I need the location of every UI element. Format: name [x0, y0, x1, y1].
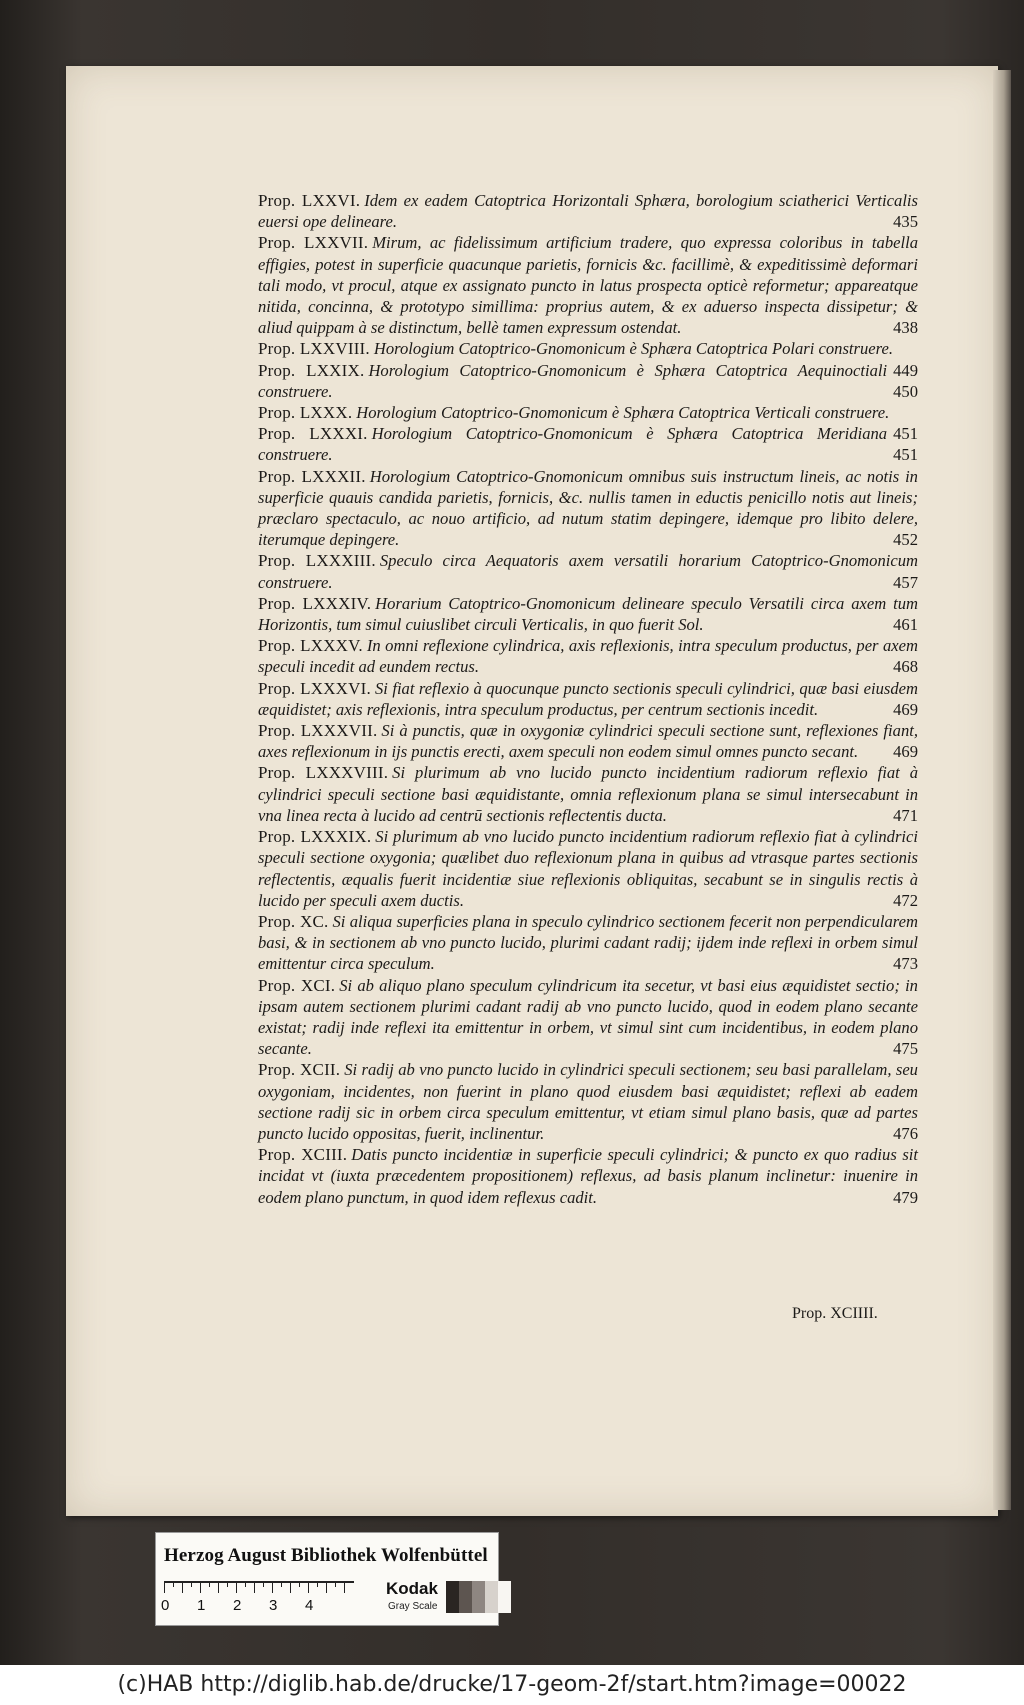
prop-text: Horologium Catoptrico-Gnomonicum è Sphæra Catoptrica Polari construere.: [373, 339, 894, 359]
page-number: 451: [893, 445, 918, 465]
prop-label: Prop. LXXXVI.: [258, 678, 371, 698]
ruler-tick: [281, 1581, 282, 1587]
ruler-tick: [299, 1581, 300, 1587]
prop-text: Idem ex eadem Catoptrica Horizontali Sphæra, borologium sciatherici Verticalis euersi ope delineare.: [258, 191, 918, 232]
ruler-tick: [209, 1581, 210, 1587]
gray-swatch: [485, 1581, 498, 1613]
ruler-tick: [191, 1581, 192, 1587]
index-entry: [258, 911, 918, 975]
page-number: 449: [893, 360, 918, 380]
ruler-tick: [344, 1581, 345, 1593]
ruler-tick: [326, 1581, 327, 1593]
ruler-tick: [182, 1581, 183, 1593]
prop-label: Prop. LXXXVII.: [258, 721, 378, 741]
index-entry: [258, 678, 918, 720]
ruler-tick: [200, 1581, 201, 1593]
index-entry: [258, 466, 918, 551]
ruler-number: 0: [161, 1597, 170, 1614]
ruler-number: 1: [197, 1597, 206, 1614]
gray-swatch: [446, 1581, 459, 1613]
index-entry: [258, 975, 918, 1060]
prop-text: Horologium Catoptrico-Gnomonicum è Sphæra Catoptrica Aequinoctiali construere.: [258, 360, 888, 401]
prop-text: Si ab aliquo plano speculum cylindricum ita secetur, vt basi eius æquidistet sectio; in ipsam autem sectionem plurimi cadant radij ab vno puncto lucido, quod in eodem plano secante existat; radij inde reflexi ita emittentur in orbem, vt simul sint cum incidentibus, in eodem plano secante.: [258, 975, 918, 1059]
ruler-tick: [173, 1581, 174, 1587]
ruler-tick: [236, 1581, 237, 1593]
prop-text: Si radij ab vno puncto lucido in cylindrici speculi sectionem; seu basi parallelam, seu oxygoniam, incidentes, non fuerint in plano quod eiusdem basi æquidistet; reflexi ab eadem sectione radij sic in orbem circa speculum emittentur, vt etiam simul plano basis, quæ ad partes puncto lucido oppositas, fuerit, inclinentur.: [258, 1060, 918, 1143]
ruler-tick: [290, 1581, 291, 1593]
page-number: 473: [893, 954, 918, 974]
page-number: 469: [893, 699, 918, 719]
index-entry: [258, 190, 918, 232]
prop-text: Horologium Catoptrico-Gnomonicum è Sphæra Catoptrica Verticali construere.: [356, 403, 890, 423]
ruler-tick: [227, 1581, 228, 1587]
ruler-tick: [245, 1581, 246, 1587]
page-number: 471: [893, 805, 918, 825]
page-number: 438: [893, 318, 918, 338]
index-entry: [258, 1144, 918, 1208]
catchword: Prop. XCIIII.: [792, 1305, 878, 1322]
page-number: 450: [893, 381, 918, 401]
prop-label: Prop. LXXX.: [258, 403, 353, 423]
index-entry: [258, 360, 918, 402]
ruler-tick: [263, 1581, 264, 1587]
ruler-tick: [335, 1581, 336, 1587]
index-entry: [258, 232, 918, 338]
prop-text: Speculo circa Aequatoris axem versatili horarium Catoptrico-Gnomonicum construere.: [258, 551, 919, 592]
prop-label: Prop. LXXVI.: [258, 191, 361, 210]
prop-text: Horologium Catoptrico-Gnomonicum omnibus suis instructum lineis, ac notis in superficie quauis candida parietis, fornicis, &c. nullis tamen in eductis penicillo notis aut lineis; præclaro spectaculo, ac nouo artificio, ad nutum statim depingere, idemque pro libito delere, iterumque depingere.: [258, 466, 918, 550]
prop-label: Prop. XCIII.: [258, 1145, 348, 1165]
ruler-tick: [308, 1581, 309, 1593]
ruler-number: 2: [233, 1597, 242, 1614]
index-text-block: [258, 190, 918, 1208]
index-entry: [258, 1059, 918, 1144]
copyright-url-footer: (c)HAB http://diglib.hab.de/drucke/17-geom-2f/start.htm?image=00022: [0, 1665, 1024, 1705]
prop-label: Prop. LXXIX.: [258, 360, 365, 380]
prop-text: Datis puncto incidentiæ in superficie speculi cylindrici; & puncto ex quo radius sit incidat vt (iuxta præcedentem propositionem) reflexus, ad basis planum inclinetur: inuenire in eodem plano punctum, in quod idem reflexus cadit.: [258, 1145, 918, 1207]
prop-text: Horarium Catoptrico-Gnomonicum delineare speculo Versatili circa axem tum Horizontis, tum simul cuiuslibet circuli Verticalis, in quo fuerit Sol.: [258, 593, 918, 635]
gray-swatch: [459, 1581, 472, 1613]
prop-text: Mirum, ac fidelissimum artificium tradere, quo expressa coloribus in tabella effigies, potest in superficie quacunque parietis, fornicis &c. facillimè, & expeditissimè deformari tali modo, vt procul, atque ex assignato puncto in latus prospecta opticè reformetur; appareatque nitida, concinna, & prototypo simillima: proprius autem, & ex aduerso inspecta dissipetur; & aliud quippam à se distinctum, bellè tamen expressum ostendat.: [258, 233, 918, 338]
page-number: 468: [893, 657, 918, 677]
library-name: Herzog August Bibliothek Wolfenbüttel: [164, 1545, 488, 1566]
page-number: 451: [893, 424, 918, 444]
prop-label: Prop. LXXXIII.: [258, 551, 376, 571]
prop-text: In omni reflexione cylindrica, axis reflexionis, intra speculum productus, per axem speculi incedit ad eundem rectus.: [258, 636, 918, 677]
page-number: 476: [893, 1123, 918, 1143]
page-number: 475: [893, 1039, 918, 1059]
gray-scale-label: Gray Scale: [388, 1601, 438, 1612]
prop-text: Si plurimum ab vno lucido puncto incidentium radiorum reflexio fiat à cylindrici speculi sectione basi æquidistante, omnia reflexionum plana se simul intersecabunt in vna linea recta à lucido ad centrū sectionis reflectentis ducta.: [258, 763, 919, 825]
prop-label: Prop. XCII.: [258, 1060, 341, 1080]
index-entry: [258, 423, 918, 465]
index-entry: [258, 826, 918, 911]
prop-label: Prop. LXXXI.: [258, 424, 368, 444]
prop-label: Prop. LXXXIX.: [258, 827, 372, 847]
page-number: 461: [893, 615, 918, 635]
index-entry: [258, 635, 918, 677]
ruler-tick: [218, 1581, 219, 1593]
index-entry: [258, 550, 918, 592]
prop-label: Prop. LXXXVIII.: [258, 763, 389, 783]
ruler-tick: [272, 1581, 273, 1593]
prop-text: Si aliqua superficies plana in speculo cylindrico sectionem fecerit non perpendicularem basi, & in sectionem ab vno puncto lucido, plurimi cadant radij; ijdem inde reflexi in orbem simul emittentur circa speculum.: [258, 911, 918, 974]
page-number: 469: [893, 742, 918, 762]
prop-text: Si plurimum ab vno lucido puncto incidentium radiorum reflexio fiat à cylindrici speculi sectione oxygonia; quælibet duo reflexionum plana in quibus ad vtrasque partes sectionis reflectentis, æqualis fuerit incidentiæ siue reflexionis obliquitas, secabunt se in singulis rectis à lucido per speculi axem ductis.: [258, 827, 918, 910]
ruler-number: 4: [305, 1597, 314, 1614]
gray-scale-swatches: [446, 1581, 511, 1613]
ruler-number: 3: [269, 1597, 278, 1614]
prop-text: Si fiat reflexio à quocunque puncto sectionis speculi cylindrici, quæ basi eiusdem æquidistet; axis reflexionis, intra speculum productus, per centrum sectionis incedit.: [258, 678, 918, 719]
prop-label: Prop. LXXVIII.: [258, 339, 370, 359]
index-entry: [258, 762, 918, 826]
prop-label: Prop. XC.: [258, 911, 329, 931]
prop-label: Prop. XCI.: [258, 975, 336, 995]
page-number: 479: [893, 1187, 918, 1207]
gray-swatch: [498, 1581, 511, 1613]
prop-label: Prop. LXXXII.: [258, 466, 366, 486]
page-number: 435: [893, 212, 918, 232]
prop-label: Prop. LXXXV.: [258, 636, 363, 656]
page-number: 452: [893, 530, 918, 550]
page-edge: [993, 70, 1011, 1510]
prop-text: Si à punctis, quæ in oxygoniæ cylindrici speculi sectione sunt, reflexiones fiant, axes reflexionum in ijs punctis erecti, axem speculi non eodem simul omnes puncto secant.: [258, 721, 918, 762]
ruler-tick: [254, 1581, 255, 1593]
ruler-tick: [164, 1581, 165, 1593]
library-color-card: [155, 1532, 499, 1626]
prop-label: Prop. LXXXIV.: [258, 593, 372, 613]
page-number: 457: [893, 572, 918, 592]
ruler: [161, 1581, 354, 1614]
prop-text: Horologium Catoptrico-Gnomonicum è Sphæra Catoptrica Meridiana construere.: [258, 424, 888, 465]
gray-swatch: [472, 1581, 485, 1613]
index-entry: [258, 593, 918, 635]
kodak-logo: Kodak: [386, 1579, 438, 1598]
index-entry: [258, 720, 918, 762]
prop-label: Prop. LXXVII.: [258, 233, 369, 253]
ruler-tick: [317, 1581, 318, 1587]
page-number: 472: [893, 890, 918, 910]
